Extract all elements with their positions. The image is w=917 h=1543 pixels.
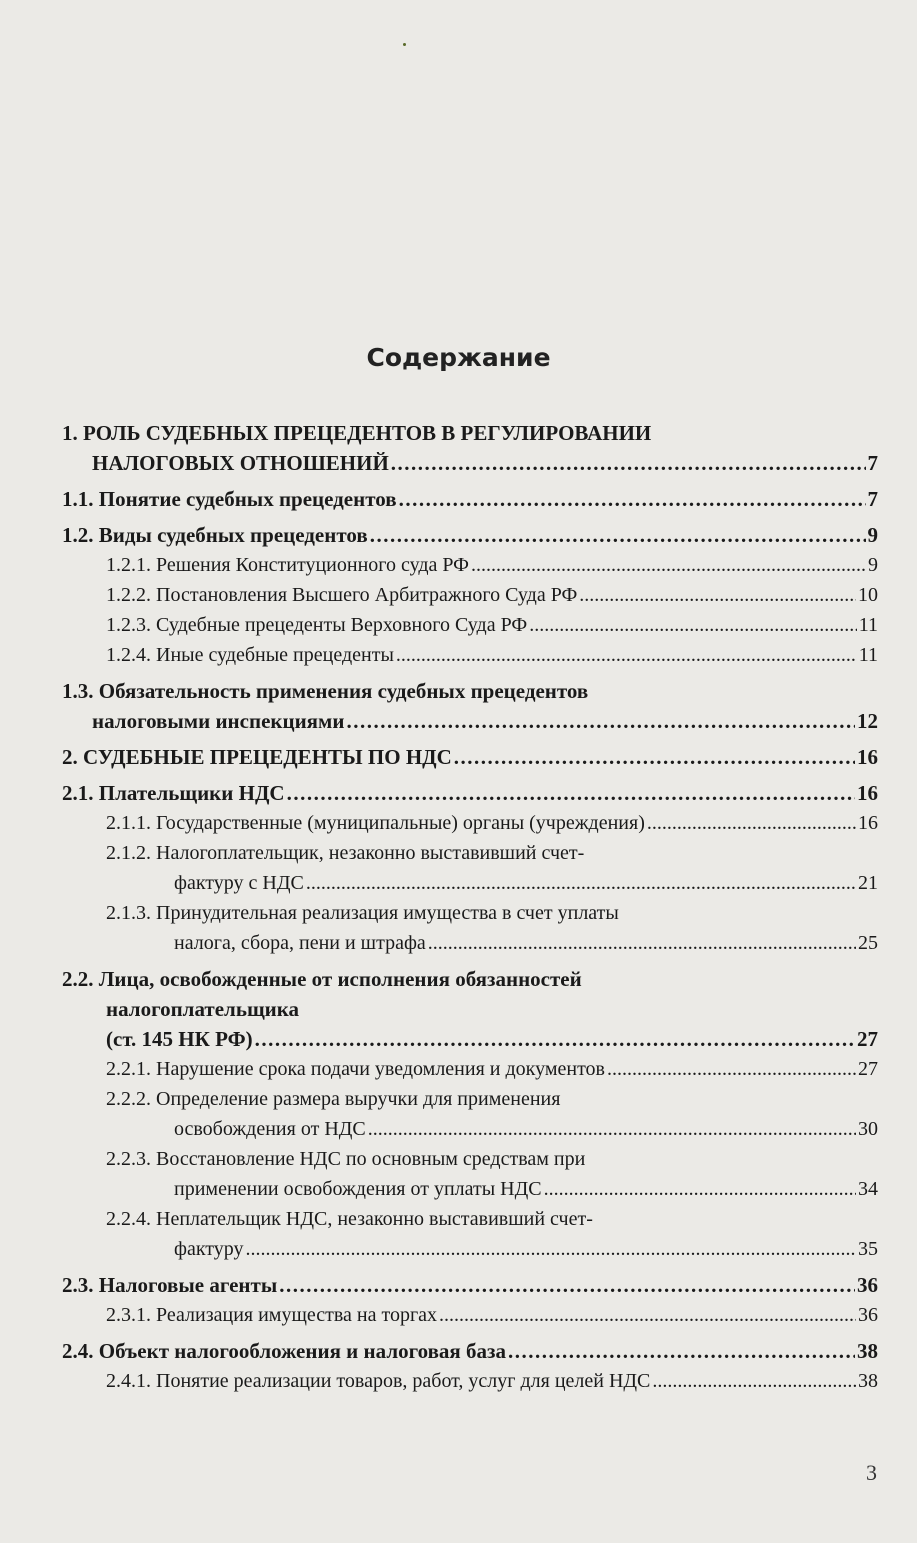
toc-page-number: 9 [868,554,878,576]
dot-leader [396,640,857,670]
dot-leader [454,742,855,772]
toc-entry-1-2[interactable] [62,520,878,550]
dot-leader [471,550,866,580]
toc-entry-label: освобождения от НДС [174,1118,366,1140]
toc-entry-2-1-2-line1: 2.1.2. Налогоплательщик, незаконно выставивший счет- [106,842,585,864]
toc-entry-1-2-1[interactable] [62,550,878,580]
toc-page-number: 36 [857,1273,878,1297]
toc-entry-2-4-1[interactable] [62,1366,878,1396]
toc-entry-1-2-3[interactable] [62,610,878,640]
toc-entry-label: 1.2.1. Решения Конституционного суда РФ [106,554,469,576]
dot-leader [544,1174,856,1204]
toc-page-number: 36 [858,1304,878,1326]
toc-entry-2-3-1[interactable] [62,1300,878,1330]
dot-leader [368,1114,856,1144]
toc-page-number: 16 [857,745,878,769]
toc-entry-2-2-3-line1: 2.2.3. Восстановление НДС по основным средствам при [106,1148,586,1170]
toc-entry-1-1[interactable] [62,484,878,514]
page-number: 3 [866,1460,877,1485]
toc-entry-2-1-2[interactable] [62,868,878,898]
toc-entry-1-2-4[interactable] [62,640,878,670]
toc-entry-label: 2.2.1. Нарушение срока подачи уведомления и документов [106,1058,605,1080]
toc-entry-1-3[interactable] [62,706,878,736]
toc-entry-label: применении освобождения от уплаты НДС [174,1178,542,1200]
toc-entry-2-2[interactable] [62,1024,878,1054]
toc-entry-1[interactable] [62,448,878,478]
toc-entry-2-1-1[interactable] [62,808,878,838]
toc-entry-label: налога, сбора, пени и штрафа [174,932,426,954]
dot-leader [391,448,866,478]
toc-page-number: 35 [858,1238,878,1260]
toc-page-number: 11 [858,644,878,666]
toc-entry-label: 2.4.1. Понятие реализации товаров, работ, услуг для целей НДС [106,1370,651,1392]
toc-entry-2-1-3-line1: 2.1.3. Принудительная реализация имущества в счет уплаты [106,902,619,924]
toc-entry-label: 2.3. Налоговые агенты [62,1273,278,1297]
toc-page-number: 7 [867,487,878,511]
toc-entry-2-1-3[interactable] [62,928,878,958]
toc-entry-label: 2.3.1. Реализация имущества на торгах [106,1304,438,1326]
toc-entry-label: фактуру с НДС [174,872,304,894]
toc-page-number: 27 [857,1027,878,1051]
toc-page-number: 12 [857,709,878,733]
toc-entry-label: 1.1. Понятие судебных прецедентов [62,487,397,511]
dot-leader [306,868,856,898]
toc-entry-label: фактуру [174,1238,244,1260]
toc-entry-label: 1.2.2. Постановления Высшего Арбитражного Суда РФ [106,584,578,606]
toc-page-number: 30 [858,1118,878,1140]
toc-page-number: 38 [857,1339,878,1363]
toc-entry-label: 1.2. Виды судебных прецедентов [62,523,368,547]
toc-entry-2-2-4[interactable] [62,1234,878,1264]
toc-entry-2-2-2[interactable] [62,1114,878,1144]
toc-entry-label: налоговыми инспекциями [92,709,345,733]
toc-entry-2-2-line2: налогоплательщика [106,997,300,1021]
toc-entry-label: 1.2.4. Иные судебные прецеденты [106,644,394,666]
dot-leader [399,484,866,514]
toc-entry-2-2-2-line1: 2.2.2. Определение размера выручки для применения [106,1088,561,1110]
toc-entry-label: (ст. 145 НК РФ) [106,1027,253,1051]
toc-entry-label: 2. СУДЕБНЫЕ ПРЕЦЕДЕНТЫ ПО НДС [62,745,452,769]
dot-leader [439,1300,856,1330]
toc-page-number: 25 [858,932,878,954]
toc-entry-label: 2.1.1. Государственные (муниципальные) органы (учреждения) [106,812,645,834]
toc-entry-label: 1.2.3. Судебные прецеденты Верховного Суда РФ [106,614,528,636]
dot-leader [370,520,866,550]
toc-page-number: 9 [867,523,878,547]
toc-entry-2-2-line1: 2.2. Лица, освобожденные от исполнения обязанностей [62,967,582,991]
dot-leader [652,1366,856,1396]
toc-entry-2-2-3[interactable] [62,1174,878,1204]
toc-entry-2-1[interactable] [62,778,878,808]
dot-leader [246,1234,856,1264]
toc-entry-2-4[interactable] [62,1336,878,1366]
toc-entry-label: 2.4. Объект налогообложения и налоговая база [62,1339,506,1363]
dot-leader [428,928,856,958]
paper-speck [403,43,406,46]
dot-leader [279,1270,855,1300]
toc-entry-2-3[interactable] [62,1270,878,1300]
toc-page-number: 38 [858,1370,878,1392]
dot-leader [508,1336,855,1366]
toc-page-number: 21 [858,872,878,894]
dot-leader [579,580,856,610]
dot-leader [255,1024,855,1054]
toc-entry-2[interactable] [62,742,878,772]
toc-entry-label: НАЛОГОВЫХ ОТНОШЕНИЙ [92,451,389,475]
toc-page-number: 27 [858,1058,878,1080]
toc-page-number: 34 [858,1178,878,1200]
toc-entry-1-3-line1: 1.3. Обязательность применения судебных прецедентов [62,679,589,703]
toc-page-number: 11 [858,614,878,636]
toc-page-number: 7 [867,451,878,475]
table-of-contents [62,418,878,1396]
toc-entry-label: 2.1. Плательщики НДС [62,781,285,805]
dot-leader [346,706,855,736]
dot-leader [647,808,856,838]
dot-leader [287,778,855,808]
toc-entry-2-2-4-line1: 2.2.4. Неплательщик НДС, незаконно выставивший счет- [106,1208,593,1230]
page-title: Содержание [366,343,551,372]
dot-leader [529,610,857,640]
toc-entry-2-2-1[interactable] [62,1054,878,1084]
toc-page-number: 16 [857,781,878,805]
toc-page-number: 16 [858,812,878,834]
toc-entry-1-2-2[interactable] [62,580,878,610]
toc-entry-1-line1: 1. РОЛЬ СУДЕБНЫХ ПРЕЦЕДЕНТОВ В РЕГУЛИРОВАНИИ [62,421,652,445]
toc-page-number: 10 [858,584,878,606]
dot-leader [607,1054,856,1084]
